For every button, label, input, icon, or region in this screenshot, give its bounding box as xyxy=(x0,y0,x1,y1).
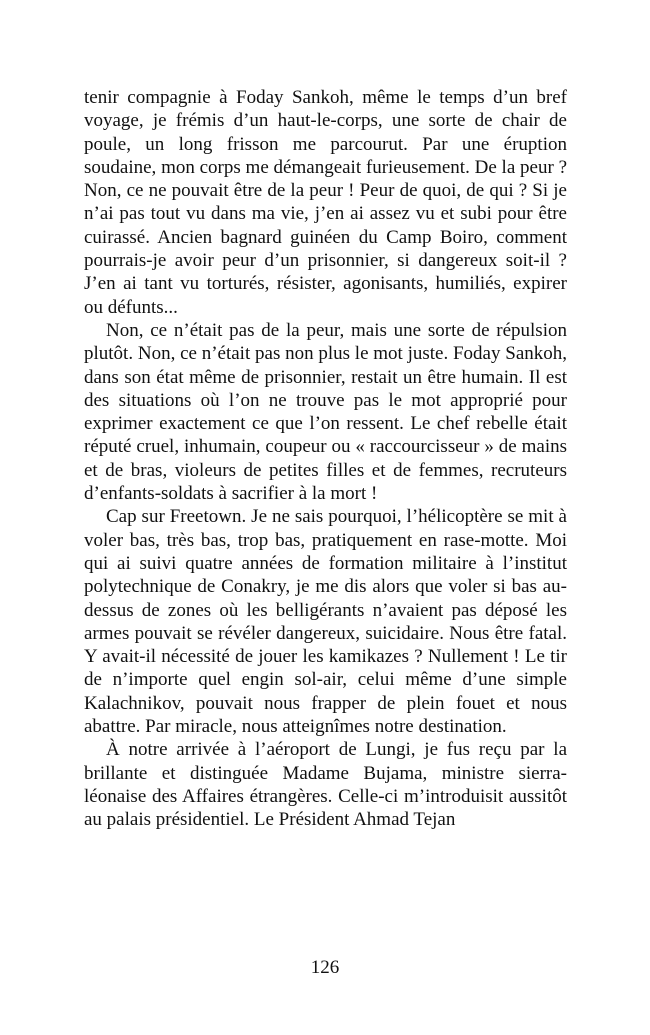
page-number: 126 xyxy=(310,957,340,978)
page-body xyxy=(84,86,567,832)
paragraph: À notre arrivée à l’aéroport de Lungi, je fus reçu par la brillante et distinguée Madame Bujama, ministre sierra-léonaise des Affaires étrangères. Celle-ci m’introduisit aussitôt au palais présidentiel. Le Président Ahmad Tejan xyxy=(84,739,567,831)
paragraph: Cap sur Freetown. Je ne sais pourquoi, l’hélicoptère se mit à voler bas, très bas, trop bas, pratiquement en rase-motte. Moi qui ai suivi quatre années de formation militaire à l’institut polytechnique de Conakry, je me dis alors que voler si bas au-dessus de zones où les belligérants n’avaient pas déposé les armes pouvait se révéler dangereux, suicidaire. Nous être fatal. Y avait-il nécessité de jouer les kamikazes ? Nullement ! Le tir de n’importe quel engin sol-air, celui même d’une simple Kalachnikov, pouvait nous frapper de plein fouet et nous abattre. Par miracle, nous atteignîmes notre destination. xyxy=(84,506,567,738)
paragraph-continuation: tenir compagnie à Foday Sankoh, même le temps d’un bref voyage, je frémis d’un haut-le-corps, une sorte de chair de poule, un long frisson me parcourut. Par une éruption soudaine, mon corps me démangeait furieusement. De la peur ? Non, ce ne pouvait être de la peur ! Peur de quoi, de qui ? Si je n’ai pas tout vu dans ma vie, j’en ai assez vu et subi pour être cuirassé. Ancien bagnard guinéen du Camp Boiro, comment pourrais-je avoir peur d’un prisonnier, si dangereux soit-il ? J’en ai tant vu torturés, résister, agonisants, humiliés, expirer ou défunts... xyxy=(84,87,567,318)
paragraph: Non, ce n’était pas de la peur, mais une sorte de répulsion plutôt. Non, ce n’était pas non plus le mot juste. Foday Sankoh, dans son état même de prisonnier, restait un être humain. Il est des situations où l’on ne trouve pas le mot approprié pour exprimer exactement ce que l’on ressent. Le chef rebelle était réputé cruel, inhumain, coupeur ou « raccourcisseur » de mains et de bras, violeurs de petites filles et de femmes, recruteurs d’enfants-soldats à sacrifier à la mort ! xyxy=(84,319,567,505)
